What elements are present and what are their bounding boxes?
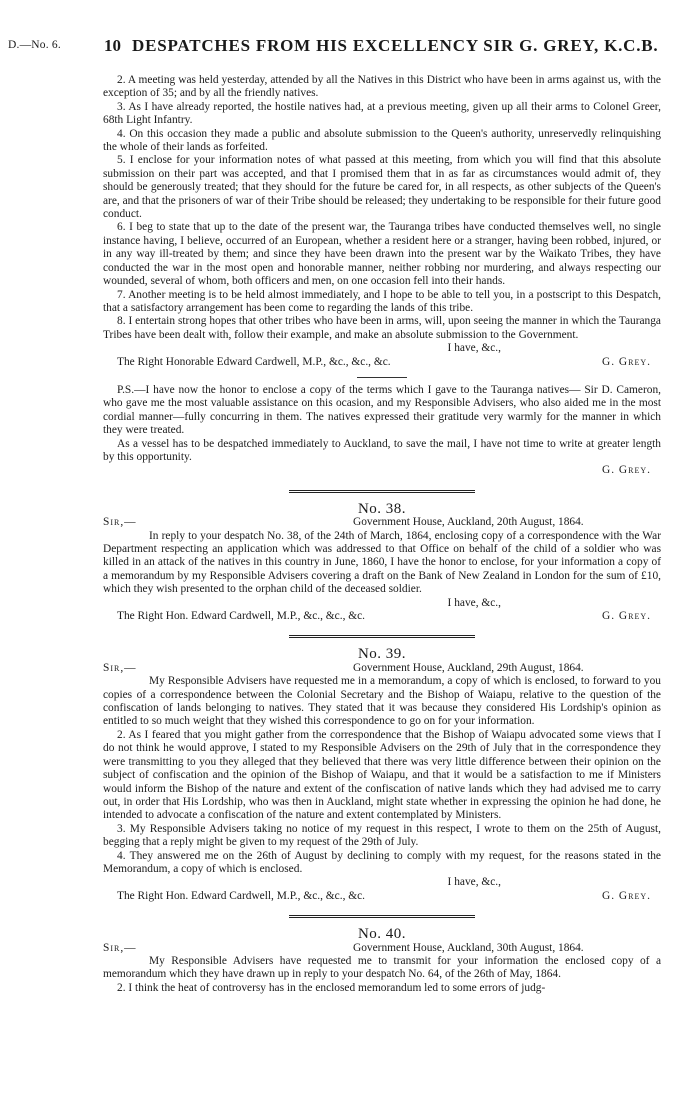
section-divider — [289, 915, 475, 918]
addressee: The Right Honorable Edward Cardwell, M.P., &c., &c., &c. — [117, 355, 391, 368]
location-date: Government House, Auckland, 20th August, 1864. — [353, 516, 584, 529]
paragraph: 5. I enclose for your information notes of what passed at this meeting, from which you will find that this absolute submission on their part was accepted, and that I promised them that in as far as circumstances would admit of, they should be generously treated; that they should for the future be cared for, in all respects, as other subjects of the Queen's are, and that the prisoners of war of their Tribe should be released; they undertaking to be responsible for their future good conduct. — [103, 154, 661, 221]
addressee: The Right Hon. Edward Cardwell, M.P., &c., &c., &c. — [117, 610, 366, 623]
closing-line — [103, 356, 661, 369]
despatch-number: No. 39. — [357, 646, 407, 663]
page-header — [0, 36, 700, 58]
salutation: Sir,— — [103, 661, 137, 674]
location-date: Government House, Auckland, 29th August, 1864. — [353, 661, 584, 674]
paragraph: 3. As I have already reported, the hostile natives had, at a previous meeting, given up all their arms to Colonel Greer, 68th Light Infantry. — [103, 100, 661, 127]
page-number: 10 — [104, 36, 121, 55]
salutation: Sir,— — [103, 941, 137, 954]
salutation-line — [103, 516, 661, 529]
signature: G. Grey. — [602, 355, 651, 368]
paragraph: My Responsible Advisers have requested me to transmit for your information the enclosed copy of a memorandum which they have drawn up in reply to your despatch No. 64, of the 26th of May, 1864. — [103, 954, 661, 981]
signature: G. Grey. — [602, 889, 651, 902]
signature: G. Grey. — [602, 610, 651, 623]
salutation: Sir,— — [103, 516, 137, 529]
addressee: The Right Hon. Edward Cardwell, M.P., &c., &c., &c. — [117, 889, 366, 902]
document-reference: D.—No. 6. — [8, 39, 61, 51]
section-divider — [289, 490, 475, 493]
closing-phrase: I have, &c., — [447, 876, 501, 889]
paragraph: 2. A meeting was held yesterday, attended by all the Natives in this District who have been in arms against us, with the exception of 35; and by all the friendly natives. — [103, 74, 661, 100]
paragraph: 6. I beg to state that up to the date of the present war, the Tauranga tribes have conducted themselves well, no single instance having, I believe, occurred of an European, whether a resident here or a stranger, having been robbed, injured, or in any way ill-treated by them; and since they have been drawn into the present war by the Waikato Tribes, they have conducted the war in the most open and honorable manner, neither robbing nor murdering, and always respecting our wounded, several of whom, both officers and men, on one occasion fell into their hands. — [103, 221, 661, 288]
paragraph: My Responsible Advisers have requested me in a memorandum, a copy of which is enclosed, to forward to you copies of a correspondence between the Colonial Secretary and the Bishop of Waiapu, relative to the question of the confiscation of lands belonging to natives. They stated that it was because they considered His Lordship's opinion as entitled to so much weight that they wished this correspondence to go on for your information. — [103, 675, 661, 728]
paragraph: In reply to your despatch No. 38, of the 24th of March, 1864, enclosing copy of a correspondence with the War Department respecting an application which was addressed to that Office on behalf of the child of a soldier who was killed in an attack of the natives in this country in June, 1860, I have the honor to enclose, for your information a copy of a memorandum by my Responsible Advisers covering a draft on the Bank of New Zealand in London for the sum of £10, which they wish presented to the orphan child of the deceased soldier. — [103, 529, 661, 596]
closing-phrase: I have, &c., — [447, 342, 501, 355]
paragraph: 4. On this occasion they made a public and absolute submission to the Queen's authority, unreservedly relinquishing the whole of their lands as forfeited. — [103, 127, 661, 154]
paragraph: 4. They answered me on the 26th of August by declining to comply with my request, for the reasons stated in the Memorandum, a copy of which is enclosed. — [103, 849, 661, 875]
closing-line — [103, 890, 661, 903]
despatch-number: No. 38. — [357, 500, 407, 517]
running-title: DESPATCHES FROM HIS EXCELLENCY SIR G. GREY, K.C.B. — [132, 36, 659, 55]
separator-rule — [357, 377, 407, 378]
postscript: P.S.—I have now the honor to enclose a copy of the terms which I gave to the Tauranga natives— Sir D. Cameron, who gave me the most valuable assistance on this ocasion, and my Responsible Advisers, who also aided me in the most cordial manner—fully concurring in them. The natives expressed their gratitude very warmly for the manner in which they were treated. — [103, 383, 661, 437]
salutation-line — [103, 942, 661, 955]
paragraph: 2. I think the heat of controversy has in the enclosed memorandum led to some errors of judg- — [117, 981, 546, 994]
signature: G. Grey. — [602, 464, 651, 477]
paragraph: 3. My Responsible Advisers taking no notice of my request in this respect, I wrote to them on the 25th of August, begging that a reply might be given to my request of the 29th of July. — [103, 822, 661, 849]
closing-phrase: I have, &c., — [447, 596, 501, 609]
despatch-number: No. 40. — [357, 926, 407, 943]
page-body — [103, 74, 661, 995]
location-date: Government House, Auckland, 30th August, 1864. — [353, 941, 584, 954]
closing-line — [103, 610, 661, 623]
salutation-line — [103, 662, 661, 675]
postscript: As a vessel has to be despatched immediately to Auckland, to save the mail, I have not time to write at greater length by this opportunity. — [103, 437, 661, 463]
paragraph: 8. I entertain strong hopes that other tribes who have been in arms, will, upon seeing the manner in which the Tauranga Tribes have been dealt with, follow their example, and make an absolute submission to the Government. — [103, 315, 661, 341]
section-divider — [289, 635, 475, 638]
paragraph: 7. Another meeting is to be held almost immediately, and I hope to be able to tell you, in a postscript to this Despatch, that a satisfactory arrangement has been come to regarding the lands of this tribe. — [103, 288, 661, 314]
paragraph: 2. As I feared that you might gather from the correspondence that the Bishop of Waiapu advocated some views that I do not think he would approve, I stated to my Responsible Advisers on the 29th of July that in the correspondence they were transmitting to you they alleged that they believed that there was very little difference between their opinion on the subject of confiscation and the opinion of the Bishop of Waiapu, and that it would be a satisfaction to me if Ministers would inform the Bishop of the nature and extent of the confiscation of native lands which they had advised me to carry out, in order that His Lordship, who was then in Auckland, might state whether in expressing the opinion he had done, he intended to advocate a confiscation of the nature and extent contemplated by Ministers. — [103, 728, 661, 822]
